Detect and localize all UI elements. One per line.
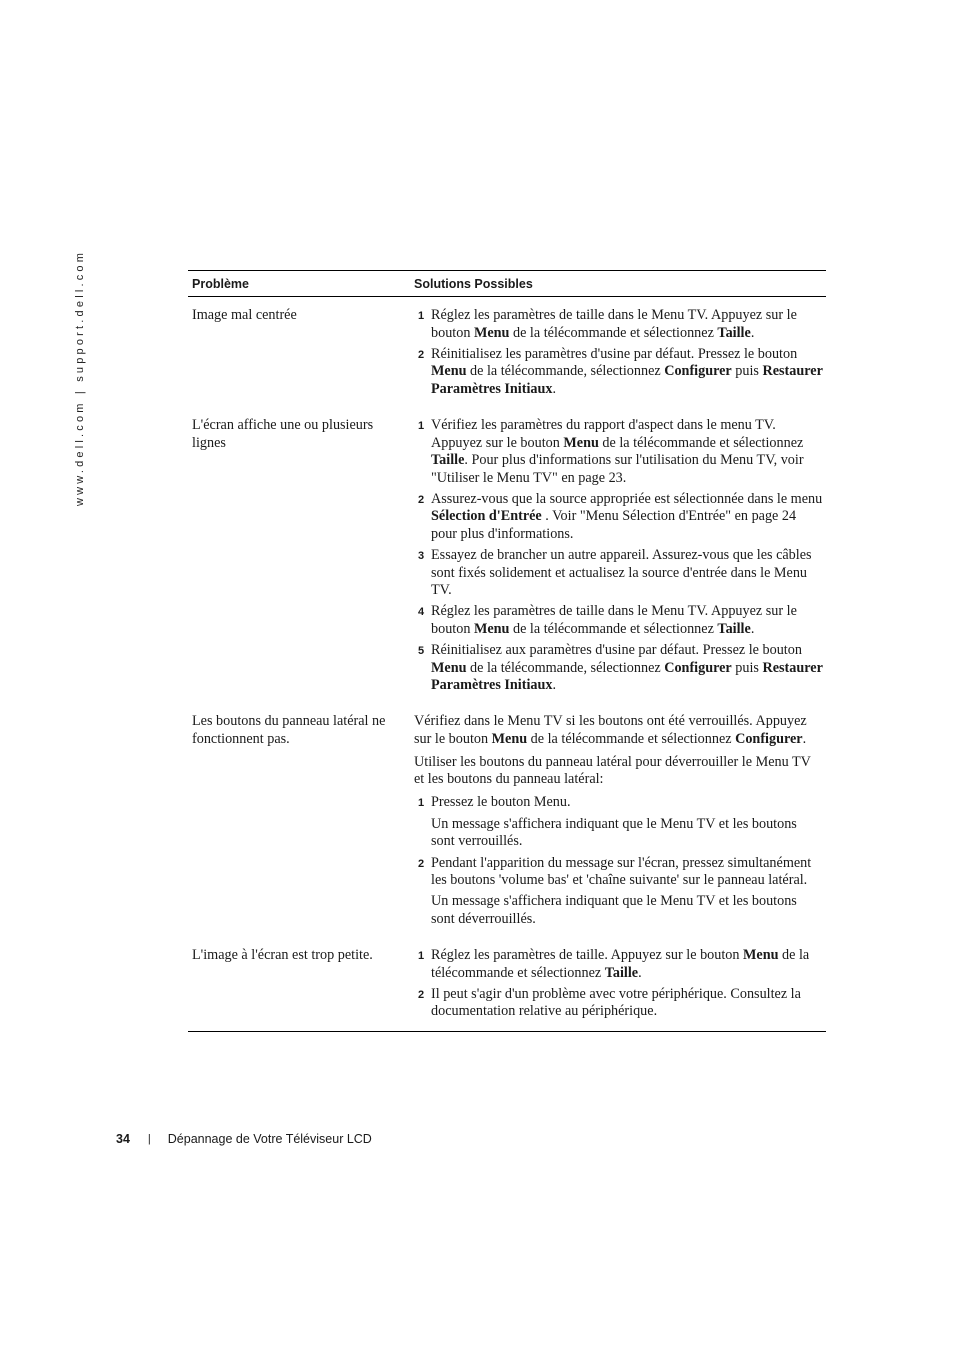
- step-number: 4: [418, 606, 425, 619]
- text-segment: .: [750, 324, 755, 341]
- solution-step: [414, 603, 824, 638]
- text-segment: de la télécommande et sélectionnez: [509, 324, 718, 341]
- solutions-cell: [410, 713, 826, 932]
- text-segment: puis: [731, 363, 763, 380]
- bold-term: Menu: [431, 659, 467, 676]
- step-text: [431, 986, 824, 1021]
- solution-step: [414, 417, 824, 487]
- text-segment: Réinitialisez les paramètres d'usine par défaut. Pressez le bouton: [431, 345, 798, 362]
- step-number: 2: [418, 988, 425, 1001]
- solution-step: [414, 794, 824, 813]
- problem-cell: L'écran affiche une ou plusieurs lignes: [192, 416, 374, 451]
- table-row: [188, 408, 826, 704]
- solution-step: [414, 855, 824, 890]
- solution-step: [414, 986, 824, 1021]
- solutions-cell: [410, 947, 826, 1024]
- text-segment: . Voir "Menu Sélection d'Entrée" en page 24 pour plus d'informations.: [431, 508, 797, 543]
- text-segment: Pressez le bouton Menu.: [431, 793, 571, 810]
- text-segment: Vérifiez les paramètres du rapport d'aspect dans le menu TV. Appuyez sur le bouton: [431, 416, 776, 451]
- step-number: 1: [418, 949, 425, 962]
- solution-step: [414, 947, 824, 982]
- header-solutions: Solutions Possibles: [414, 276, 533, 291]
- bold-term: Menu: [743, 946, 779, 963]
- table-header: [188, 271, 826, 297]
- text-segment: Réglez les paramètres de taille. Appuyez sur le bouton: [431, 946, 744, 963]
- solution-step: [414, 307, 824, 342]
- solution-step: [414, 491, 824, 544]
- step-number: 5: [418, 645, 425, 658]
- bold-term: Restaurer Paramètres Initiaux: [431, 363, 823, 397]
- bold-term: Restaurer Paramètres Initiaux: [431, 659, 823, 694]
- solution-note: [414, 816, 824, 851]
- text-segment: .: [552, 380, 557, 397]
- solutions-cell: [410, 417, 826, 698]
- text-segment: Réglez les paramètres de taille dans le Menu TV. Appuyez sur le bouton: [431, 603, 797, 637]
- step-text: [431, 642, 824, 695]
- step-text: [431, 603, 824, 638]
- step-number: 1: [418, 419, 425, 432]
- section-title: Dépannage de Votre Téléviseur LCD: [167, 1132, 372, 1146]
- step-number: 3: [418, 550, 425, 563]
- step-text: [431, 307, 824, 342]
- solution-paragraph: [414, 754, 824, 789]
- bold-term: Taille: [431, 452, 465, 469]
- step-text: [431, 346, 824, 399]
- text-segment: . Pour plus d'informations sur l'utilisation du Menu TV, voir "Utiliser le Menu TV" en page 23.: [431, 452, 804, 486]
- problem-cell: Les boutons du panneau latéral ne fonctionnent pas.: [192, 713, 386, 747]
- step-number: 2: [418, 493, 425, 506]
- table-body: [188, 297, 826, 1031]
- bold-term: Configurer: [735, 730, 803, 747]
- text-segment: Assurez-vous que la source appropriée est sélectionnée dans le menu: [431, 490, 823, 507]
- text-segment: Réinitialisez aux paramètres d'usine par défaut. Pressez le bouton: [431, 642, 802, 659]
- problem-cell: L'image à l'écran est trop petite.: [192, 946, 373, 963]
- text-segment: de la télécommande, sélectionnez: [466, 659, 665, 676]
- bold-term: Menu: [473, 621, 510, 637]
- step-number: 1: [418, 310, 425, 322]
- page-number: 34: [116, 1132, 130, 1146]
- table-row: [188, 297, 826, 408]
- text-segment: de la télécommande, sélectionnez: [466, 363, 665, 380]
- step-text: [431, 417, 824, 487]
- bold-term: Menu: [473, 324, 510, 341]
- text-segment: .: [802, 730, 807, 747]
- text-segment: Il peut s'agir d'un problème avec votre périphérique. Consultez la documentation relative au périphérique.: [431, 985, 801, 1020]
- step-text: [431, 947, 824, 982]
- troubleshooting-table: [188, 270, 826, 1032]
- bold-term: Taille: [604, 964, 639, 981]
- bold-term: Configurer: [664, 659, 732, 676]
- header-problem: Problème: [192, 276, 249, 291]
- bold-term: Taille: [717, 621, 751, 637]
- footer-separator: |: [147, 1133, 151, 1145]
- text-segment: de la télécommande et sélectionnez: [509, 621, 718, 637]
- step-number: 1: [418, 796, 425, 809]
- solution-paragraph: [414, 713, 824, 748]
- step-text: [431, 794, 824, 813]
- text-segment: Un message s'affichera indiquant que le Menu TV et les boutons sont déverrouillés.: [431, 893, 797, 927]
- text-segment: de la télécommande et sélectionnez: [431, 946, 810, 981]
- text-segment: Essayez de brancher un autre appareil. Assurez-vous que les câbles sont fixés solidement et actualisez la source d'entrée dans le Menu TV.: [431, 547, 812, 599]
- problem-cell: Image mal centrée: [192, 307, 297, 323]
- text-segment: Un message s'affichera indiquant que le Menu TV et les boutons sont verrouillés.: [431, 815, 797, 850]
- table-row: [188, 704, 826, 935]
- bold-term: Configurer: [664, 363, 732, 380]
- bold-term: Taille: [717, 324, 751, 341]
- step-text: [431, 491, 824, 544]
- page-footer: [116, 1132, 372, 1146]
- text-segment: puis: [731, 659, 763, 676]
- text-segment: de la télécommande et sélectionnez: [598, 434, 804, 451]
- solutions-cell: [410, 307, 826, 402]
- side-url: www.dell.com | support.dell.com: [74, 249, 86, 506]
- text-segment: .: [638, 964, 642, 981]
- step-text: [431, 855, 824, 890]
- text-segment: Pendant l'apparition du message sur l'écran, pressez simultanément les boutons 'volume bas' et 'chaîne suivante' sur le panneau latéral.: [431, 854, 812, 889]
- step-number: 2: [418, 348, 425, 361]
- solution-note: [414, 893, 824, 928]
- bold-term: Menu: [491, 730, 528, 747]
- text-segment: de la télécommande et sélectionnez: [527, 730, 736, 747]
- text-segment: .: [750, 621, 755, 637]
- text-segment: Vérifiez dans le Menu TV si les boutons ont été verrouillés. Appuyez sur le bouton: [414, 713, 807, 747]
- solution-step: [414, 547, 824, 600]
- step-text: [431, 547, 824, 600]
- bold-term: Menu: [563, 434, 599, 451]
- text-segment: Utiliser les boutons du panneau latéral pour déverrouiller le Menu TV et les boutons du panneau latéral:: [414, 753, 811, 788]
- text-segment: Réglez les paramètres de taille dans le Menu TV. Appuyez sur le bouton: [431, 307, 797, 341]
- table-row: [188, 935, 826, 1031]
- bold-term: Sélection d'Entrée: [431, 508, 542, 525]
- step-number: 2: [418, 857, 425, 870]
- text-segment: .: [552, 677, 557, 694]
- bold-term: Menu: [431, 363, 467, 380]
- solution-step: [414, 642, 824, 695]
- solution-step: [414, 346, 824, 399]
